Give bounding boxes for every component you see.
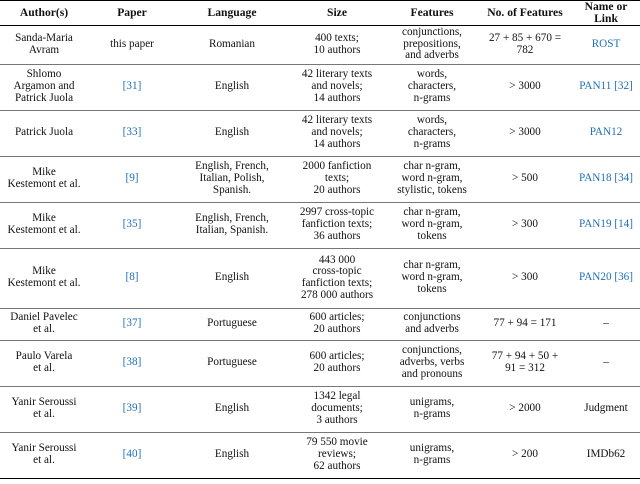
size-cell bbox=[288, 340, 386, 386]
size-cell bbox=[288, 308, 386, 340]
author-cell bbox=[0, 248, 88, 308]
paper-cell bbox=[88, 64, 176, 110]
num-features-cell-line: 782 bbox=[516, 43, 534, 56]
author-cell bbox=[0, 340, 88, 386]
name-cell bbox=[572, 202, 640, 248]
num-features-cell bbox=[478, 386, 572, 432]
size-cell-line: 20 authors bbox=[313, 323, 361, 336]
paper-citation-link[interactable]: [31] bbox=[122, 80, 142, 93]
dataset-link[interactable]: PAN19 bbox=[579, 218, 612, 231]
language-cell-line: Romanian bbox=[209, 37, 255, 50]
author-cell-line: Kestemont et al. bbox=[7, 224, 81, 237]
author-cell-line: Paulo Varela bbox=[15, 350, 73, 363]
num-features-cell bbox=[478, 432, 572, 478]
features-cell-line: and pronouns bbox=[401, 367, 463, 380]
features-cell bbox=[386, 432, 478, 478]
features-cell-line: tokens bbox=[417, 229, 447, 242]
header-author: Author(s) bbox=[0, 1, 88, 26]
features-cell bbox=[386, 202, 478, 248]
features-cell bbox=[386, 110, 478, 156]
size-cell-line: 10 authors bbox=[313, 43, 361, 56]
author-cell-line: Yanir Seroussi bbox=[11, 442, 77, 455]
num-features-cell bbox=[478, 340, 572, 386]
size-cell-line: 278 000 authors bbox=[300, 288, 374, 301]
author-cell-line: Argamon and bbox=[13, 80, 75, 93]
paper-citation-link[interactable]: [8] bbox=[125, 271, 139, 284]
table-row bbox=[0, 308, 640, 340]
features-cell-line: char n-gram, bbox=[403, 160, 461, 173]
table-row bbox=[0, 432, 640, 478]
paper-cell bbox=[88, 308, 176, 340]
name-cell bbox=[572, 110, 640, 156]
features-cell-line: n-grams bbox=[413, 91, 451, 104]
num-features-cell bbox=[478, 308, 572, 340]
size-cell-line: 1342 legal bbox=[313, 390, 361, 403]
paper-cell bbox=[88, 110, 176, 156]
features-cell-line: word n-gram, bbox=[401, 271, 463, 284]
language-cell-line: Italian, Spanish. bbox=[195, 224, 269, 237]
language-cell-line: Portuguese bbox=[207, 356, 257, 369]
paper-citation-link[interactable]: [39] bbox=[122, 402, 142, 415]
language-cell-line: English bbox=[214, 448, 250, 461]
size-cell-line: 600 articles; bbox=[309, 350, 365, 363]
paper-text: this paper bbox=[110, 37, 154, 50]
paper-citation-link[interactable]: [38] bbox=[122, 356, 142, 369]
num-features-cell-line: > 200 bbox=[512, 448, 538, 461]
language-cell bbox=[176, 340, 288, 386]
language-cell bbox=[176, 110, 288, 156]
table-row bbox=[0, 202, 640, 248]
num-features-cell-line: > 2000 bbox=[509, 402, 541, 415]
num-features-cell-line: > 300 bbox=[512, 218, 538, 231]
size-cell-line: fanfiction texts; bbox=[301, 277, 373, 290]
paper-cell bbox=[88, 202, 176, 248]
language-cell-line: English bbox=[214, 402, 250, 415]
size-cell bbox=[288, 110, 386, 156]
num-features-cell bbox=[478, 110, 572, 156]
features-cell-line: and adverbs bbox=[405, 49, 459, 62]
features-cell-line: words, bbox=[416, 68, 448, 81]
size-cell bbox=[288, 156, 386, 202]
language-cell bbox=[176, 248, 288, 308]
num-features-cell-line: > 3000 bbox=[509, 80, 541, 93]
author-cell-line: Sanda-Maria bbox=[15, 31, 73, 44]
name-citation-link[interactable]: [32] bbox=[614, 80, 633, 93]
name-cell bbox=[572, 340, 640, 386]
size-cell-line: 20 authors bbox=[313, 183, 361, 196]
author-cell-line: Mike bbox=[32, 265, 56, 278]
author-cell bbox=[0, 156, 88, 202]
language-cell-line: English bbox=[214, 126, 250, 139]
features-cell-line: n-grams bbox=[413, 454, 451, 467]
language-cell bbox=[176, 64, 288, 110]
features-cell-line: char n-gram, bbox=[403, 206, 461, 219]
language-cell bbox=[176, 308, 288, 340]
size-cell bbox=[288, 25, 386, 64]
size-cell-line: texts; bbox=[324, 172, 350, 185]
paper-cell bbox=[88, 156, 176, 202]
language-cell-line: Spanish. bbox=[212, 183, 252, 196]
language-cell-line: English bbox=[214, 271, 250, 284]
language-cell-line: Italian, Polish, bbox=[199, 172, 265, 185]
table-row bbox=[0, 110, 640, 156]
paper-citation-link[interactable]: [33] bbox=[122, 126, 142, 139]
paper-cell bbox=[88, 248, 176, 308]
num-features-cell bbox=[478, 156, 572, 202]
language-cell-line: Portuguese bbox=[207, 317, 257, 330]
num-features-cell-line: 91 = 312 bbox=[505, 362, 545, 375]
size-cell-line: 14 authors bbox=[313, 137, 361, 150]
language-cell bbox=[176, 386, 288, 432]
features-cell-line: conjunctions, bbox=[402, 344, 462, 357]
num-features-cell-line: > 500 bbox=[512, 172, 538, 185]
language-cell-line: English, French, bbox=[195, 160, 269, 173]
size-cell-line: 14 authors bbox=[313, 91, 361, 104]
table-row bbox=[0, 248, 640, 308]
name-cell bbox=[572, 156, 640, 202]
features-cell-line: characters, bbox=[407, 80, 457, 93]
name-cell bbox=[572, 308, 640, 340]
table-row bbox=[0, 156, 640, 202]
name-citation-link[interactable]: [36] bbox=[614, 271, 633, 284]
num-features-cell bbox=[478, 248, 572, 308]
table-body bbox=[0, 25, 640, 478]
size-cell-line: 36 authors bbox=[313, 229, 361, 242]
author-cell-line: et al. bbox=[33, 454, 55, 467]
author-cell-line: et al. bbox=[33, 323, 55, 336]
dataset-name: Judgment bbox=[584, 402, 628, 415]
size-cell-line: and novels; bbox=[311, 80, 363, 93]
author-cell-line: Kestemont et al. bbox=[7, 277, 81, 290]
size-cell-line: 79 550 movie bbox=[306, 436, 368, 449]
features-cell-line: char n-gram, bbox=[403, 259, 461, 272]
size-cell-line: 42 literary texts bbox=[301, 68, 373, 81]
author-cell bbox=[0, 25, 88, 64]
num-features-cell-line: 27 + 85 + 670 = bbox=[488, 31, 562, 44]
dataset-link[interactable]: PAN20 bbox=[579, 271, 612, 284]
features-cell bbox=[386, 386, 478, 432]
name-cell bbox=[572, 386, 640, 432]
features-cell bbox=[386, 340, 478, 386]
name-cell bbox=[572, 248, 640, 308]
num-features-cell-line: > 300 bbox=[512, 271, 538, 284]
author-cell bbox=[0, 386, 88, 432]
features-cell-line: tokens bbox=[417, 282, 447, 295]
size-cell-line: 2000 fanfiction bbox=[302, 160, 372, 173]
size-cell bbox=[288, 202, 386, 248]
features-cell-line: word n-gram, bbox=[401, 172, 463, 185]
author-cell-line: et al. bbox=[33, 362, 55, 375]
features-cell-line: n-grams bbox=[413, 137, 451, 150]
features-cell-line: conjunctions, bbox=[402, 25, 462, 38]
name-citation-link[interactable]: [34] bbox=[614, 172, 633, 185]
paper-cell bbox=[88, 340, 176, 386]
features-cell-line: stylistic, tokens bbox=[397, 183, 467, 196]
num-features-cell bbox=[478, 25, 572, 64]
author-cell bbox=[0, 202, 88, 248]
dataset-name: – bbox=[603, 317, 609, 330]
language-cell bbox=[176, 202, 288, 248]
paper-citation-link[interactable]: [40] bbox=[122, 448, 142, 461]
table-row bbox=[0, 340, 640, 386]
name-citation-link[interactable]: [14] bbox=[614, 218, 633, 231]
size-cell-line: 400 texts; bbox=[315, 31, 359, 44]
size-cell bbox=[288, 432, 386, 478]
author-cell-line: Patrick Juola bbox=[14, 126, 74, 139]
author-cell-line: et al. bbox=[33, 408, 55, 421]
size-cell-line: 3 authors bbox=[316, 413, 358, 426]
size-cell-line: documents; bbox=[311, 402, 363, 415]
name-cell bbox=[572, 432, 640, 478]
header-row bbox=[0, 1, 640, 26]
table-row bbox=[0, 386, 640, 432]
author-cell bbox=[0, 308, 88, 340]
features-cell-line: prepositions, bbox=[403, 37, 461, 50]
table-row bbox=[0, 25, 640, 64]
author-cell-line: Yanir Seroussi bbox=[11, 396, 77, 409]
paper-citation-link[interactable]: [9] bbox=[125, 172, 139, 185]
language-cell-line: English, French, bbox=[195, 212, 269, 225]
size-cell bbox=[288, 386, 386, 432]
size-cell-line: reviews; bbox=[318, 448, 356, 461]
size-cell-line: 20 authors bbox=[313, 362, 361, 375]
author-cell-line: Patrick Juola bbox=[14, 91, 74, 104]
size-cell bbox=[288, 248, 386, 308]
header-features: Features bbox=[386, 1, 478, 26]
dataset-name: – bbox=[603, 356, 609, 369]
size-cell-line: 42 literary texts bbox=[301, 114, 373, 127]
dataset-name: IMDb62 bbox=[586, 448, 626, 461]
dataset-link[interactable]: ROST bbox=[591, 37, 621, 50]
num-features-cell-line: > 3000 bbox=[509, 126, 541, 139]
author-cell-line: Kestemont et al. bbox=[7, 178, 81, 191]
size-cell-line: cross-topic bbox=[312, 265, 362, 278]
author-cell-line: Avram bbox=[28, 43, 60, 56]
features-cell-line: conjunctions bbox=[403, 311, 461, 324]
table-row bbox=[0, 64, 640, 110]
language-cell bbox=[176, 156, 288, 202]
features-cell-line: and adverbs bbox=[405, 323, 459, 336]
paper-cell bbox=[88, 386, 176, 432]
author-cell-line: Shlomo bbox=[26, 68, 62, 81]
language-cell-line: English bbox=[214, 80, 250, 93]
size-cell-line: and novels; bbox=[311, 126, 363, 139]
author-cell-line: Daniel Pavelec bbox=[10, 311, 78, 324]
features-cell-line: word n-gram, bbox=[401, 218, 463, 231]
author-cell bbox=[0, 110, 88, 156]
features-cell bbox=[386, 64, 478, 110]
num-features-cell bbox=[478, 202, 572, 248]
author-cell-line: Mike bbox=[32, 212, 56, 225]
size-cell-line: 2997 cross-topic bbox=[299, 206, 375, 219]
dataset-link[interactable]: PAN12 bbox=[589, 126, 623, 139]
size-cell bbox=[288, 64, 386, 110]
dataset-link[interactable]: PAN18 bbox=[579, 172, 612, 185]
features-cell bbox=[386, 308, 478, 340]
paper-citation-link[interactable]: [37] bbox=[122, 317, 142, 330]
paper-cell bbox=[88, 432, 176, 478]
features-cell-line: characters, bbox=[407, 126, 457, 139]
num-features-cell-line: 77 + 94 = 171 bbox=[493, 317, 557, 330]
num-features-cell-line: 77 + 94 + 50 + bbox=[491, 350, 559, 363]
header-size: Size bbox=[288, 1, 386, 26]
header-language: Language bbox=[176, 1, 288, 26]
features-cell-line: words, bbox=[416, 114, 448, 127]
features-cell bbox=[386, 156, 478, 202]
dataset-link[interactable]: PAN11 bbox=[579, 80, 612, 93]
size-cell-line: fanfiction texts; bbox=[301, 218, 373, 231]
header-num-features: No. of Features bbox=[478, 1, 572, 26]
paper-cell bbox=[88, 25, 176, 64]
size-cell-line: 600 articles; bbox=[309, 311, 365, 324]
name-cell bbox=[572, 25, 640, 64]
author-cell bbox=[0, 432, 88, 478]
language-cell bbox=[176, 25, 288, 64]
header-paper: Paper bbox=[88, 1, 176, 26]
author-cell bbox=[0, 64, 88, 110]
features-cell bbox=[386, 25, 478, 64]
header-name-or-link: Name or Link bbox=[572, 1, 640, 26]
name-cell bbox=[572, 64, 640, 110]
features-cell bbox=[386, 248, 478, 308]
features-cell-line: unigrams, bbox=[409, 442, 455, 455]
paper-citation-link[interactable]: [35] bbox=[122, 218, 142, 231]
author-cell-line: Mike bbox=[32, 166, 56, 179]
features-cell-line: adverbs, verbs bbox=[399, 356, 465, 369]
features-cell-line: n-grams bbox=[413, 408, 451, 421]
size-cell-line: 62 authors bbox=[313, 459, 361, 472]
features-cell-line: unigrams, bbox=[409, 396, 455, 409]
language-cell bbox=[176, 432, 288, 478]
size-cell-line: 443 000 bbox=[318, 253, 356, 266]
num-features-cell bbox=[478, 64, 572, 110]
